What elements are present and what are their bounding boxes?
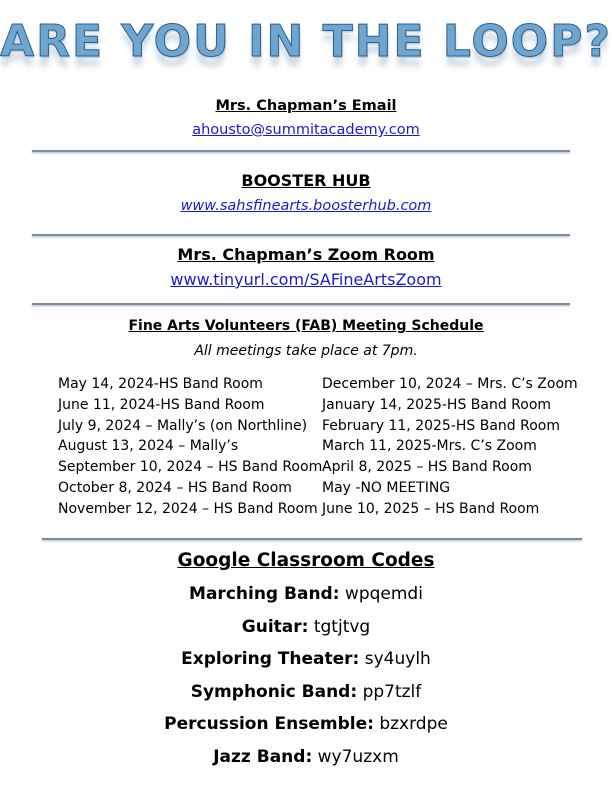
schedule-item: June 10, 2025 – HS Band Room	[322, 500, 540, 517]
schedule-item: July 9, 2024 – Mally’s (on Northline)	[58, 417, 308, 434]
class-code: sy4uylh	[364, 649, 431, 669]
class-code: wy7uzxm	[317, 746, 399, 767]
schedule-item: December 10, 2024 – Mrs. C’s Zoom	[322, 376, 578, 392]
schedule-item: May 14, 2024-HS Band Room	[58, 376, 263, 392]
meeting-schedule-title: Fine Arts Volunteers (FAB) Meeting Schedule	[128, 318, 484, 334]
class-name: Jazz Band:	[213, 746, 313, 767]
class-code: bzxrdpe	[379, 714, 448, 734]
divider-2	[32, 234, 570, 236]
schedule-item: November 12, 2024 – HS Band Room	[58, 500, 318, 517]
booster-title: BOOSTER HUB	[241, 171, 371, 190]
schedule-item: August 13, 2024 – Mally’s	[58, 438, 239, 455]
schedule-left-column	[58, 374, 322, 520]
email-link[interactable]: ahousto@summitacademy.com	[192, 122, 420, 138]
booster-link[interactable]: www.sahsfinearts.boosterhub.com	[180, 198, 432, 214]
divider-3	[32, 303, 570, 305]
classroom-code-row	[0, 611, 612, 644]
schedule-right-column	[322, 374, 578, 520]
classroom-code-row	[0, 741, 612, 774]
email-section	[0, 96, 612, 140]
schedule-item: April 8, 2025 – HS Band Room	[322, 459, 532, 476]
schedule-item: May -NO MEETING	[322, 479, 451, 496]
class-name: Percussion Ensemble:	[164, 714, 374, 734]
schedule-item: June 11, 2024-HS Band Room	[58, 396, 265, 413]
class-name: Marching Band:	[189, 584, 340, 604]
zoom-section	[0, 244, 612, 291]
class-code: tgtjtvg	[313, 616, 371, 637]
schedule-item: January 14, 2025-HS Band Room	[322, 396, 552, 413]
classroom-code-row	[0, 708, 612, 741]
class-name: Symphonic Band:	[190, 681, 358, 702]
classroom-code-row	[0, 676, 612, 709]
schedule-item: October 8, 2024 – HS Band Room	[58, 479, 292, 496]
divider-1	[32, 150, 570, 152]
classroom-codes-list	[0, 578, 612, 773]
banner-title: ARE YOU IN THE LOOP?	[0, 16, 612, 67]
schedule-item: March 11, 2025-Mrs. C’s Zoom	[322, 438, 537, 455]
schedule-item: September 10, 2024 – HS Band Room	[58, 459, 323, 476]
meeting-note: All meetings take place at 7pm.	[194, 343, 418, 359]
email-title: Mrs. Chapman’s Email	[215, 98, 397, 114]
divider-4	[42, 538, 582, 540]
zoom-title: Mrs. Chapman’s Zoom Room	[177, 245, 435, 264]
class-code: pp7tzlf	[362, 681, 422, 702]
class-code: wpqemdi	[344, 584, 423, 604]
schedule-item: February 11, 2025-HS Band Room	[322, 417, 561, 434]
booster-section	[0, 170, 612, 216]
class-name: Guitar:	[241, 616, 309, 637]
classroom-code-row	[0, 578, 612, 611]
classroom-codes-title: Google Classroom Codes	[177, 550, 435, 571]
classroom-code-row	[0, 643, 612, 676]
zoom-link[interactable]: www.tinyurl.com/SAFineArtsZoom	[170, 270, 442, 289]
class-name: Exploring Theater:	[181, 649, 360, 669]
